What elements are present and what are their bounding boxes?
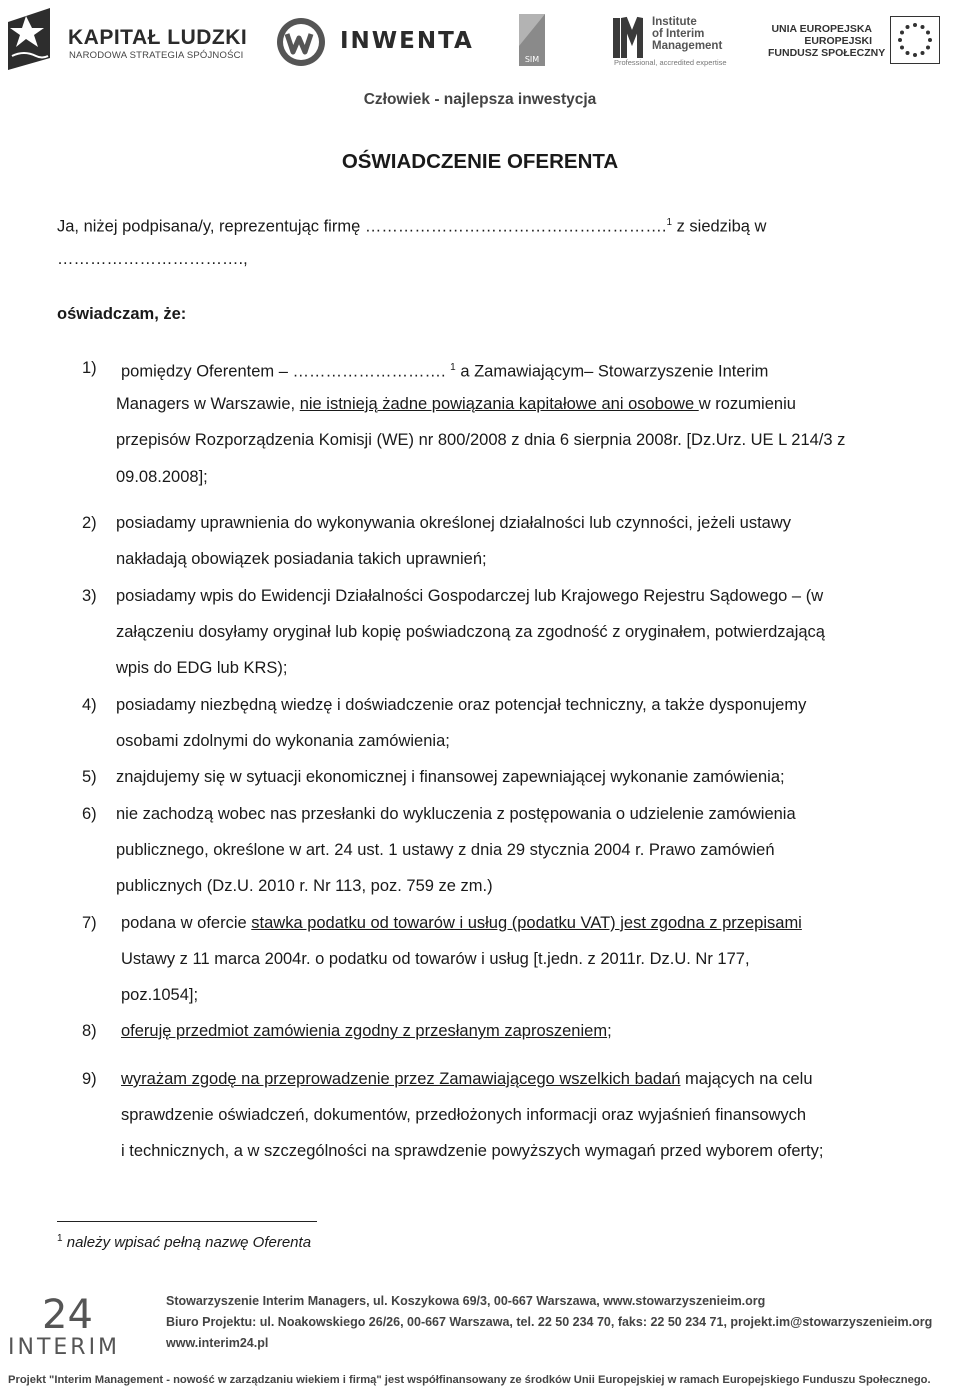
declaration-heading: oświadczam, że: [57,305,187,323]
item9-line2: sprawdzenie oświadczeń, dokumentów, przedłożonych informacji oraz wyjaśnień finansowych [121,1106,807,1124]
item1-text: pomiędzy Oferentem – ………………………. [121,362,451,381]
item6-line3: publicznych (Dz.U. 2010 r. Nr 113, poz. 759 ze zm.) [116,877,493,895]
footer-website[interactable]: www.interim24.pl [166,1336,269,1350]
item7-underlined: stawka podatku od towarów i usług (podatku VAT) jest zgodna z przepisami [251,914,802,932]
sim-label: SIM [524,55,540,64]
item7-number: 7) [82,914,97,932]
ue-line2: EUROPEJSKI [804,35,872,47]
item7-line1 [121,912,802,934]
item9-text: mających na celu [680,1070,813,1088]
slogan: Człowiek - najlepsza inwestycja [363,91,597,108]
item3-number: 3) [82,587,97,605]
item6-line2: publicznego, określone w art. 24 ust. 1 ustawy z dnia 29 stycznia 2004 r. Prawo zamówień [116,841,775,859]
footnote-ref: 1 [666,217,672,228]
iim-name [652,16,722,52]
footnote-divider [57,1221,317,1222]
item8-underlined: oferuję przedmiot zamówienia zgodny z przesłanym zaproszeniem [121,1022,608,1040]
ue-efs-label [768,23,886,59]
item5-line1: znajdujemy się w sytuacji ekonomicznej i finansowej zapewniającej wykonanie zamówienia; [116,768,785,786]
item8-line1 [121,1020,612,1042]
eu-flag-icon [890,16,940,64]
intro-seat-text: z siedzibą w [672,217,767,236]
item6-line1: nie zachodzą wobec nas przesłanki do wykluczenia z postępowania o udzielenie zamówienia [116,805,796,823]
item1-line1 [121,357,768,383]
item2-line2: nakładają obowiązek posiadania takich uprawnień; [116,550,487,568]
item9-line3: i technicznych, a w szczególności na sprawdzenie powyższych wymagań przed wyborem oferty; [121,1142,824,1160]
interim24-word: INTERIM [8,1335,121,1358]
item1-line3: przepisów Rozporządzenia Komisji (WE) nr 800/2008 z dnia 6 sierpnia 2008r. [Dz.Urz. UE L 214/3 z [116,431,846,449]
header-logos [0,0,960,80]
item7-line3: poz.1054]; [121,986,199,1004]
interim24-logo-icon [6,1294,122,1358]
footnote [57,1233,311,1251]
item9-line1 [121,1068,813,1090]
ue-line1: UNIA EUROPEJSKA [771,23,872,35]
sim-logo-icon [519,14,545,66]
item1-footnote-ref: 1 [450,362,456,373]
item6-number: 6) [82,805,97,823]
item1-l2-end: w rozumieniu [698,395,796,413]
item1-line4: 09.08.2008]; [116,468,208,486]
iim-logo-icon [613,16,647,62]
iim-line2: of Interim [652,28,705,40]
intro-line [57,212,766,238]
footer-project-info: Projekt "Interim Management - nowość w zarządzaniu wiekiem i firmą" jest współfinansowany ze środków Unii Europejskiej w ramach Europejskiego Funduszu Społecznego. [8,1374,931,1386]
footer-association: Stowarzyszenie Interim Managers, ul. Koszykowa 69/3, 00-667 Warszawa, www.stowarzyszenieim.org [166,1294,766,1308]
document-title: OŚWIADCZENIE OFERENTA [341,150,619,173]
item9-underlined: wyrażam zgodę na przeprowadzenie przez Zamawiającego wszelkich badań [121,1070,681,1088]
item8-end: ; [607,1022,612,1040]
item2-line1: posiadamy uprawnienia do wykonywania określonej działalności lub czynności, jeżeli ustawy [116,514,792,532]
inwenta-logo-icon [275,16,327,68]
item3-line1: posiadamy wpis do Ewidencji Działalności Gospodarczej lub Krajowego Rejestru Sądowego – (w [116,587,824,605]
item7-line2: Ustawy z 11 marca 2004r. o podatku od towarów i usług [t.jedn. z 2011r. Dz.U. Nr 177, [121,950,750,968]
item7-text: podana w ofercie [121,914,252,932]
iim-line1: Institute [652,16,697,28]
item1-text-cont: a Zamawiającym– Stowarzyszenie Interim [455,362,769,381]
intro-line-2: ……………………………., [57,250,248,268]
item1-l2-text: Managers w Warszawie, [116,395,300,413]
item3-line2: załączeniu dosyłamy oryginał lub kopię poświadczoną za zgodność z oryginałem, potwierdzającą [116,623,825,641]
footnote-text: należy wpisać pełną nazwę Oferenta [62,1234,312,1251]
item9-number: 9) [82,1070,97,1088]
item8-number: 8) [82,1022,97,1040]
item4-line2: osobami zdolnymi do wykonania zamówienia; [116,732,450,750]
item4-line1: posiadamy niezbędną wiedzę i doświadczenie oraz potencjał techniczny, a także dysponujemy [116,696,807,714]
item2-number: 2) [82,514,97,532]
footnote-number: 1 [57,1233,63,1244]
footer-project-office: Biuro Projektu: ul. Noakowskiego 26/26, 00-667 Warszawa, tel. 22 50 234 70, faks: 22 50 234 71, projekt.im@stowarzyszenieim.org [166,1315,933,1329]
item5-number: 5) [82,768,97,786]
item1-line2 [116,393,796,415]
inwenta-name: INWENTA [340,28,474,54]
iim-tagline: Professional, accredited expertise [614,58,727,67]
intro-text: Ja, niżej podpisana/y, reprezentując firmę ………………………………………………. [57,217,667,236]
iim-line3: Management [652,40,723,52]
ue-line3: FUNDUSZ SPOŁECZNY [768,47,886,59]
kapital-ludzki-subtitle: NARODOWA STRATEGIA SPÓJNOŚCI [69,50,244,61]
interim24-digits: 24 [42,1294,93,1338]
item1-number: 1) [82,359,97,377]
item1-underlined: nie istnieją żadne powiązania kapitałowe ani osobowe [299,395,699,413]
kapital-ludzki-title: KAPITAŁ LUDZKI [68,26,248,49]
kapital-ludzki-emblem-icon [6,6,52,72]
item4-number: 4) [82,696,97,714]
item3-line3: wpis do EDG lub KRS); [116,659,288,677]
